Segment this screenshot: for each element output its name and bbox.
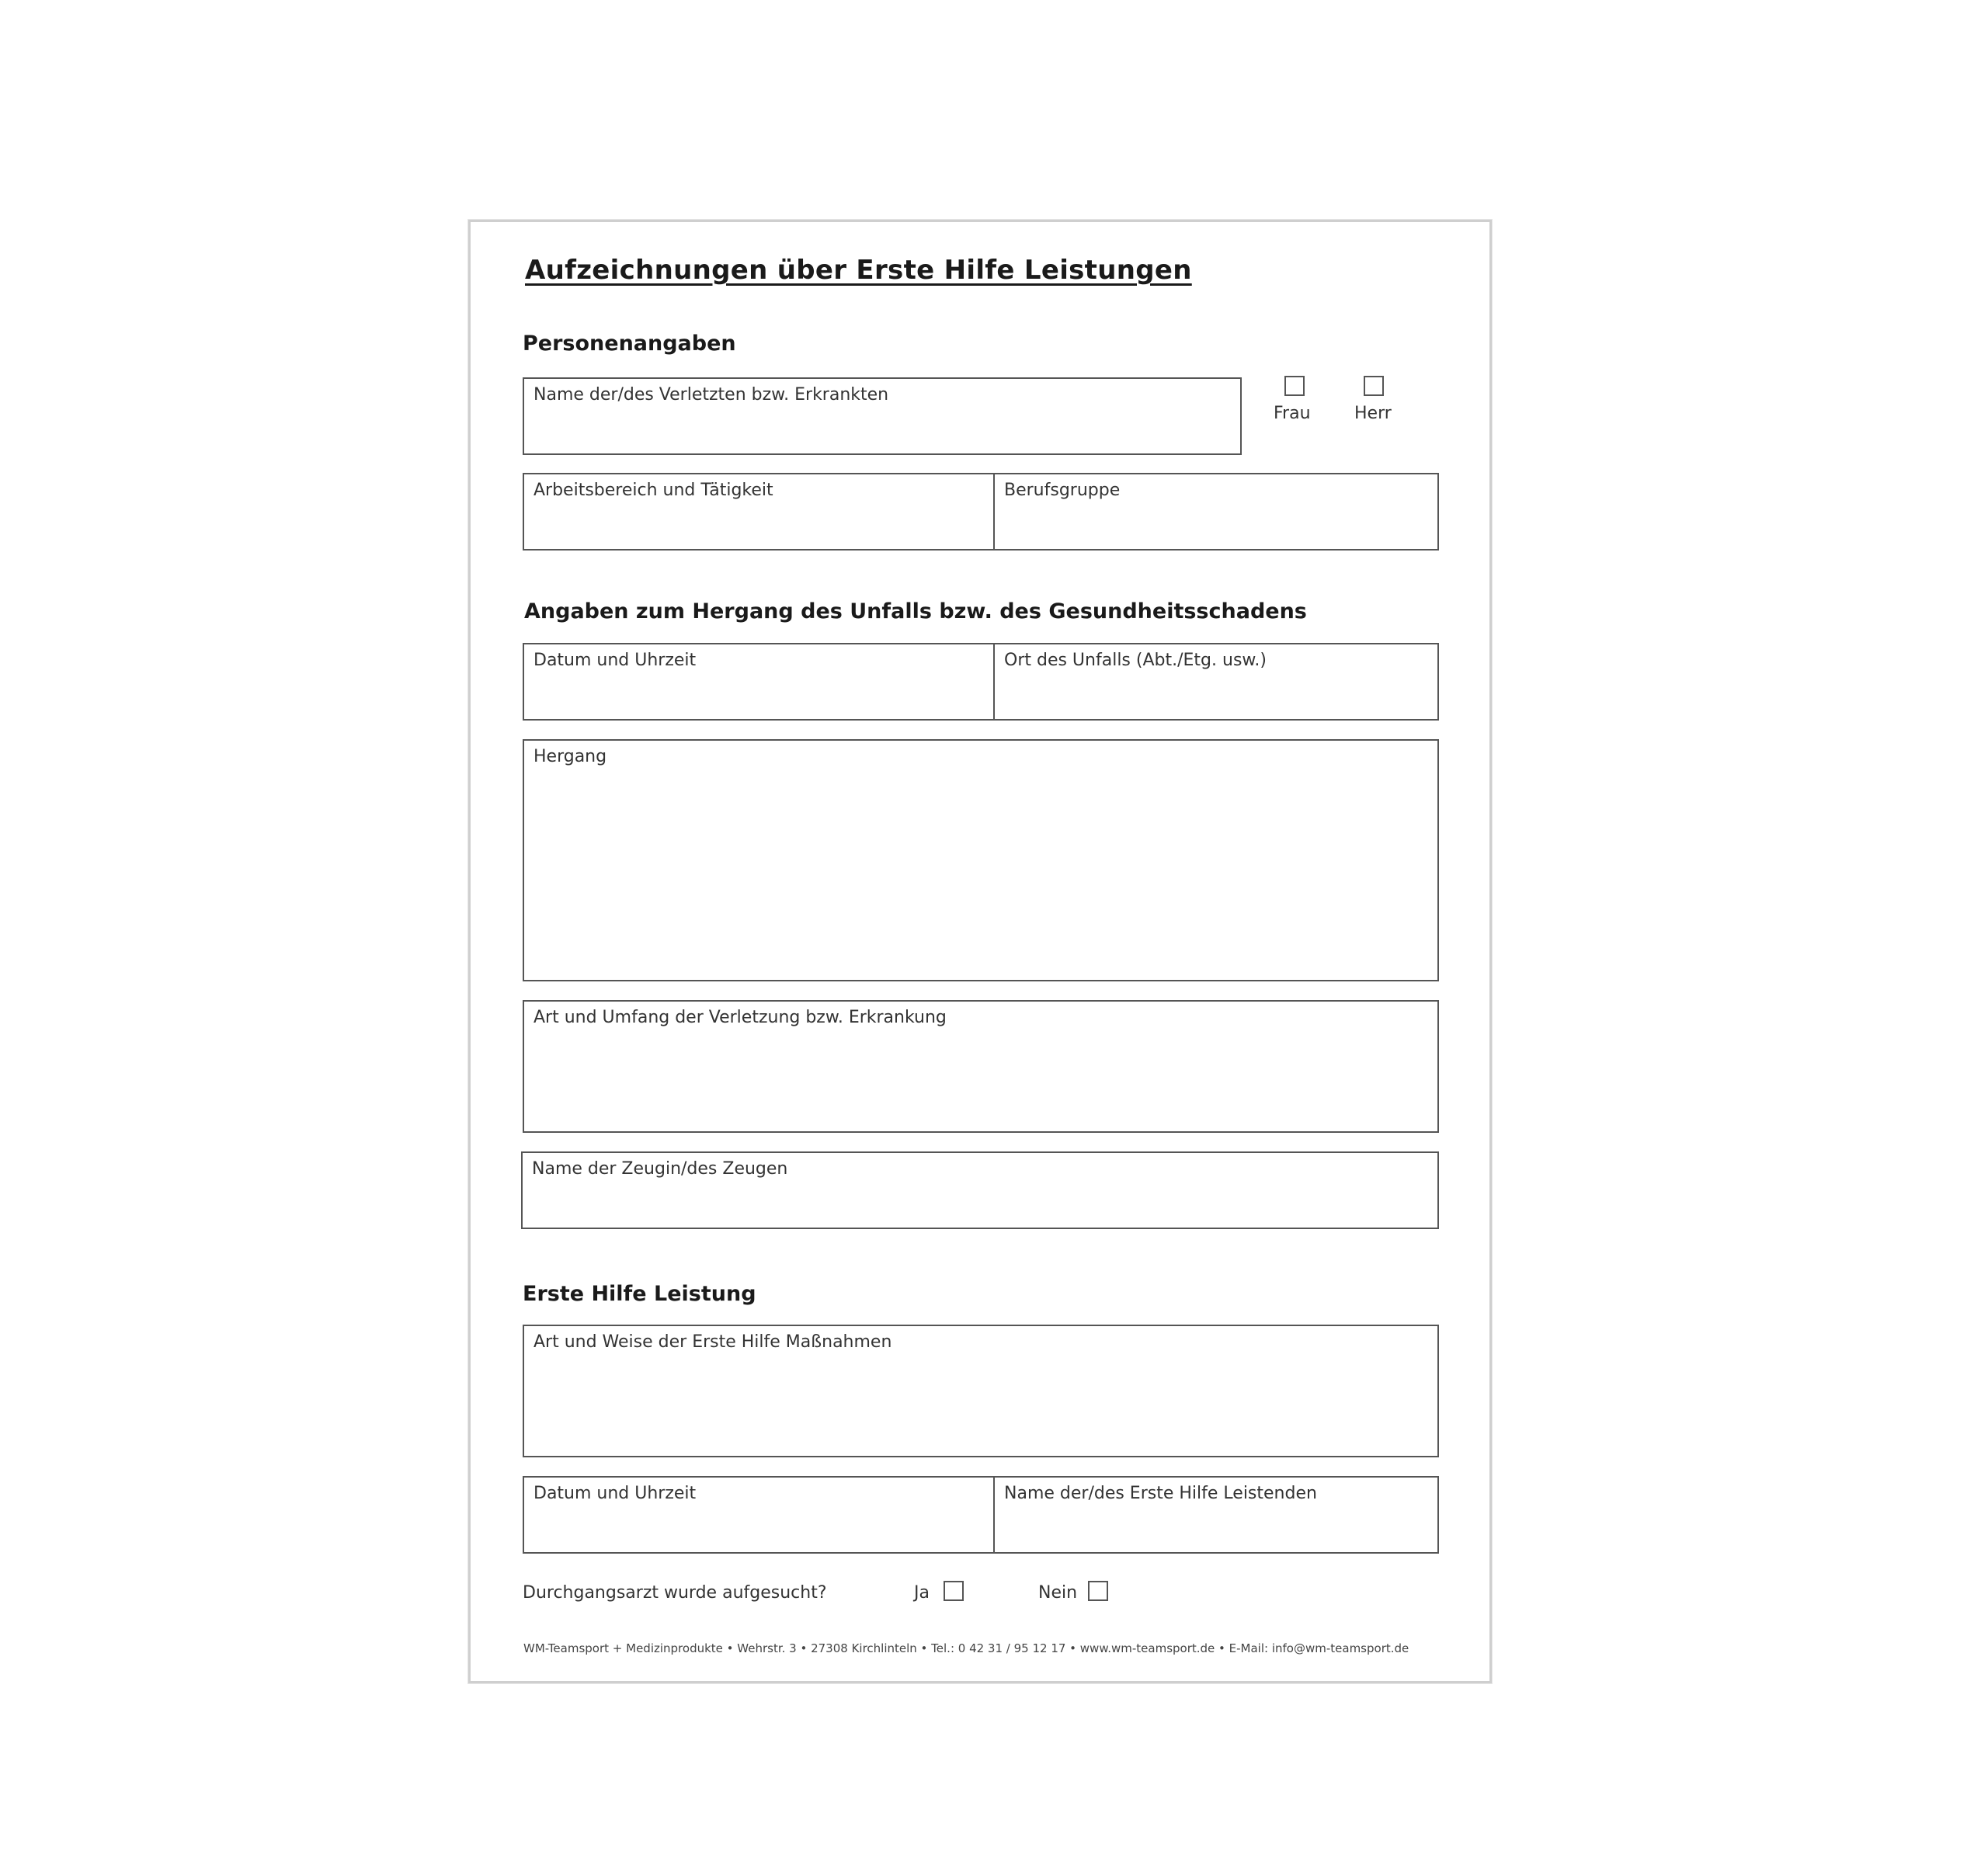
section-heading-person: Personenangaben [523,332,736,356]
frau-label: Frau [1274,404,1311,423]
doctor-yes-label: Ja [914,1583,930,1603]
first-aid-provider-label: Name der/des Erste Hilfe Leistenden [1004,1484,1317,1503]
first-aid-date-row [523,1476,1439,1554]
course-field[interactable] [523,739,1439,981]
injury-field[interactable] [523,1000,1439,1133]
first-aid-date-time-field[interactable] [524,1478,993,1552]
accident-date-row [523,643,1439,721]
form-sheet [468,220,1492,1683]
course-label: Hergang [533,747,607,766]
first-aid-date-time-label: Datum und Uhrzeit [533,1484,697,1503]
job-group-field[interactable] [995,474,1437,549]
doctor-no-label: Nein [1038,1583,1078,1603]
first-aid-measures-field[interactable] [523,1325,1439,1457]
witness-field[interactable] [521,1151,1439,1229]
accident-date-time-label: Datum und Uhrzeit [533,651,697,670]
section-heading-first-aid: Erste Hilfe Leistung [523,1282,756,1306]
name-injured-label: Name der/des Verletzten bzw. Erkrankten [533,385,889,405]
witness-label: Name der Zeugin/des Zeugen [532,1159,788,1179]
footer-contact: WM-Teamsport + Medizinprodukte • Wehrstr. 3 • 27308 Kirchlinteln • Tel.: 0 42 31 / 95 12 17 • www.wm-teamsport.de • E-Mail: info@wm-teamsport.de [523,1641,1409,1655]
injury-label: Art und Umfang der Verletzung bzw. Erkrankung [533,1008,947,1027]
work-row [523,473,1439,550]
first-aid-provider-field[interactable] [995,1478,1437,1552]
accident-date-time-field[interactable] [524,644,993,719]
accident-location-field[interactable] [995,644,1437,719]
doctor-yes-checkbox[interactable] [944,1581,964,1601]
name-injured-field[interactable] [523,377,1242,455]
work-area-field[interactable] [524,474,993,549]
frau-checkbox[interactable] [1284,376,1305,396]
doctor-no-checkbox[interactable] [1088,1581,1108,1601]
form-title: Aufzeichnungen über Erste Hilfe Leistungen [525,255,1192,286]
herr-label: Herr [1354,404,1392,423]
section-heading-accident: Angaben zum Hergang des Unfalls bzw. des Gesundheitsschadens [524,599,1307,623]
herr-checkbox[interactable] [1364,376,1384,396]
accident-location-label: Ort des Unfalls (Abt./Etg. usw.) [1004,651,1267,670]
work-area-label: Arbeitsbereich und Tätigkeit [533,481,773,500]
doctor-question: Durchgangsarzt wurde aufgesucht? [523,1583,827,1603]
first-aid-measures-label: Art und Weise der Erste Hilfe Maßnahmen [533,1332,892,1352]
job-group-label: Berufsgruppe [1004,481,1121,500]
